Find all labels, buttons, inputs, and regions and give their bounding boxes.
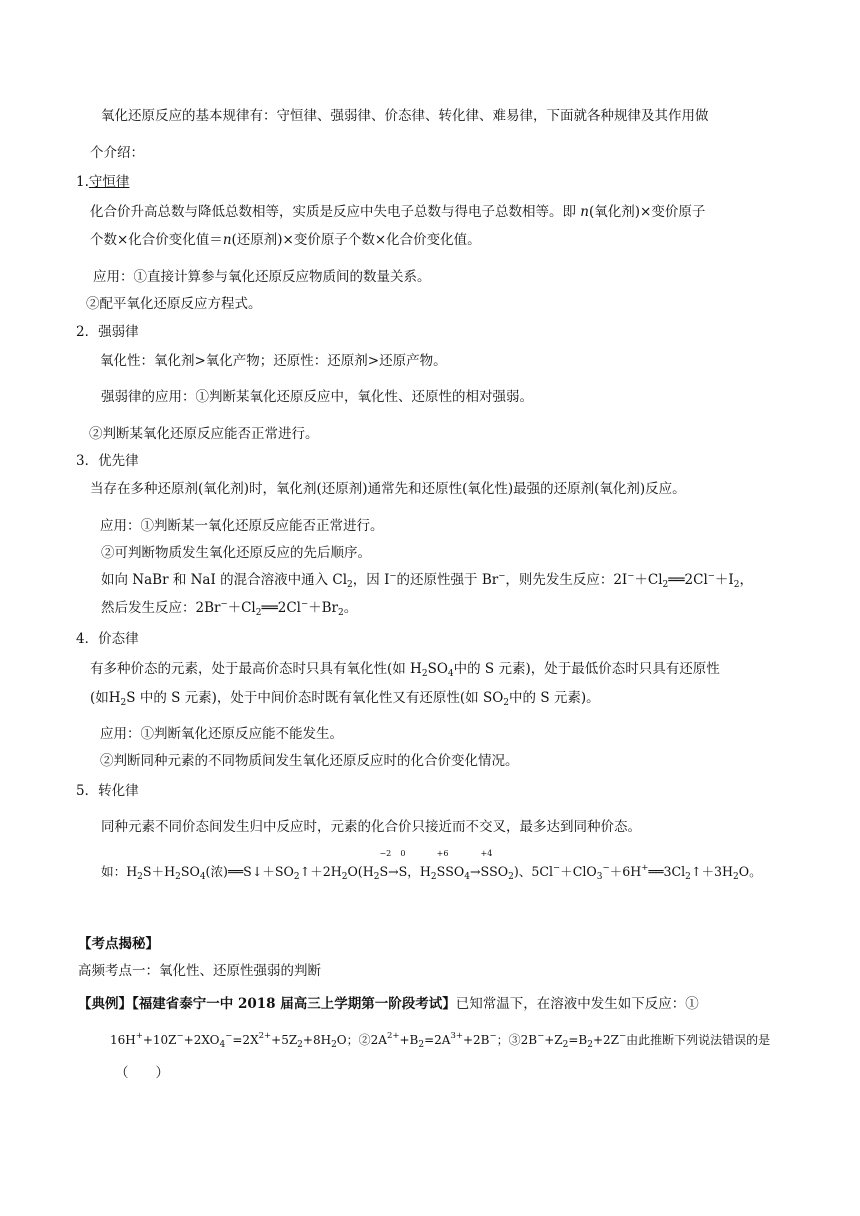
- section-3-heading: [76, 451, 139, 471]
- section-title: 优先律: [98, 453, 139, 469]
- section-title: 强弱律: [98, 324, 139, 340]
- section-4-app-1: 应用：①判断氧化还原反应能不能发生。: [100, 726, 343, 742]
- section-number: 2．: [76, 324, 99, 340]
- section-5-desc: 同种元素不同价态间发生归中反应时，元素的化合价只接近而不交叉，最多达到同种价态。: [101, 819, 641, 835]
- section-3-desc: 当存在多种还原剂(氧化剂)时，氧化剂(还原剂)通常先和还原性(氧化性)最强的还原剂(氧化剂)反应。: [90, 481, 686, 497]
- section-1-app-1: 应用：①直接计算参与氧化还原反应物质间的数量关系。: [93, 269, 431, 285]
- section-1-desc-2: 个数×化合价变化值＝n(还原剂)×变价原子个数×化合价变化值。: [90, 232, 481, 248]
- intro-line-2: 个介绍：: [90, 145, 144, 161]
- section-4-heading: [76, 629, 139, 649]
- section-title: 转化律: [98, 783, 139, 799]
- section-4-desc-1: 有多种价态的元素，处于最高价态时只具有氧化性(如 $H_2SO_4$中的 S 元素)，处于最低价态时只具有还原性: [90, 661, 720, 679]
- example-line-1: 【典例】【福建省泰宁一中 2018 届高三上学期第一阶段考试】已知常温下，在溶液中发生如下反应：①: [78, 996, 699, 1012]
- example-equation: $16H^++10Z^-+2XO_4^-=2X^{2+}+5Z_2+8H_2O$；$②2A^{2+}+B_2=2A^{3+}+2B^-$；$③2B^-+Z_2=B_2+2Z^-$由此推断下列说法错误的是: [110, 1031, 771, 1050]
- example-source: 【福建省泰宁一中 2018 届高三上学期第一阶段考试】: [132, 996, 456, 1012]
- section-2-app-2: ②判断某氧化还原反应能否正常进行。: [89, 426, 319, 442]
- section-5-equation: 如：$H_2S+H_2SO_4$(浓)$══S↓+SO_2↑+2H_2O(H_2$ −2 S→ 0 S，$H_2$ +6 $SSO_4\to$ +4 $SSO_2$)、$5Cl^-+ClO_3^-+6H^+══3Cl_2↑+3H_2O$。: [101, 849, 762, 882]
- section-5-heading: [76, 781, 139, 801]
- section-4-desc-2: (如$H_2S$ 中的 S 元素)，处于中间价态时既有氧化性又有还原性(如 $SO_2$中的 S 元素)。: [90, 690, 600, 708]
- section-1-heading: [76, 172, 129, 192]
- kaodian-title: 【考点揭秘】: [78, 936, 159, 952]
- intro-line-1: 氧化还原反应的基本规律有：守恒律、强弱律、价态律、转化律、难易律，下面就各种规律及其作用做: [101, 108, 709, 124]
- section-3-example-1: 如向 NaBr 和 NaI 的混合溶液中通入 $Cl_2$，因 I−的还原性强于 Br−，则先发生反应：$2I^-+Cl_2══2Cl^-+I_2$，: [101, 571, 753, 590]
- section-3-app-2: ②可判断物质发生氧化还原反应的先后顺序。: [101, 545, 371, 561]
- section-2-app-1: 强弱律的应用：①判断某氧化还原反应中，氧化性、还原性的相对强弱。: [101, 389, 533, 405]
- section-4-app-2: ②判断同种元素的不同物质间发生氧化还原反应时的化合价变化情况。: [100, 753, 519, 769]
- section-title: 价态律: [98, 631, 139, 647]
- section-number: 3．: [76, 453, 99, 469]
- section-number: 5．: [76, 783, 99, 799]
- oxidation-state-label: −2: [379, 849, 392, 858]
- section-title: 守恒律: [88, 174, 130, 190]
- kaodian-subtitle: 高频考点一：氧化性、还原性强弱的判断: [78, 963, 321, 979]
- section-1-desc-1: 化合价升高总数与降低总数相等，实质是反应中失电子总数与得电子总数相等。即 n(氧化剂)×变价原子: [90, 204, 706, 220]
- section-3-example-2: 然后发生反应：$2Br^-+Cl_2══2Cl^-+Br_2$。: [101, 599, 358, 618]
- oxidation-state-label: +6: [436, 849, 449, 858]
- section-1-app-2: ②配平氧化还原反应方程式。: [86, 296, 262, 312]
- example-tag: 【典例】: [78, 996, 132, 1012]
- oxidation-state-label: 0: [400, 849, 406, 858]
- example-answer-blank: （ ）: [115, 1065, 169, 1081]
- section-number: 4．: [76, 631, 99, 647]
- oxidation-state-label: +4: [480, 849, 493, 858]
- section-2-heading: [76, 322, 139, 342]
- section-2-desc: 氧化性：氧化剂>氧化产物；还原性：还原剂>还原产物。: [100, 353, 447, 369]
- section-3-app-1: 应用：①判断某一氧化还原反应能否正常进行。: [100, 518, 384, 534]
- section-number: 1.: [76, 174, 89, 190]
